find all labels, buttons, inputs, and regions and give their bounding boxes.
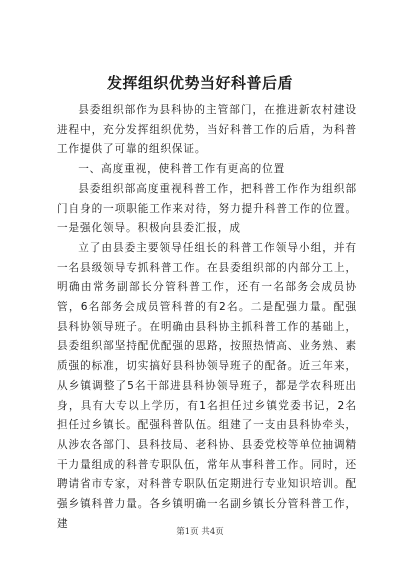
paragraph-team: 立了由县委主要领导任组长的科普工作领导小组，并有一名县级领导专抓科普工作。在县委组织部的内部分工上，明确由常务副部长分管科普工作，还有一名部务会成员协管，6名部务会成员管科普的有2名。二是配强力量。配强县科协领导班子。在明确由县科协主抓科普工作的基础上，县委组织部坚持配优配强的思路，按照热情高、业务熟、素质强的标准，切实搞好县科协领导班子的配备。近三年来，从乡镇调整了5名干部进县科协领导班子，都是学农科班出身，具有大专以上学历，有1名担任过乡镇党委书记，2名担任过乡镇长。配强科普队伍。组建了一支由县科协牵头，从涉农各部门、县科技局、老科协、县委党校等单位抽调精干力量组成的科普专职队伍，常年从事科普工作。同时，还聘请省市专家，对科普专职队伍定期进行专业知识培训。配强乡镇科普力量。各乡镇明确一名副乡镇长分管科普工作，建 [57,241,357,530]
section-heading: 一、高度重视，使科普工作有更高的位置 [78,163,286,176]
paragraph-intro: 县委组织部作为县科协的主管部门，在推进新农村建设进程中，充分发挥组织优势，当好科普工作的后盾，为科普工作提供了可靠的组织保证。 [57,104,357,156]
document-title: 发挥组织优势当好科普后盾 [106,74,293,92]
document-body [57,101,357,534]
page-footer: 第1页 共4页 [176,527,224,537]
paragraph-leadership: 县委组织部高度重视科普工作，把科普工作作为组织部门自身的一项职能工作来对待，努力提升科普工作的位置。一是强化领导。积极向县委汇报，成 [57,182,357,235]
